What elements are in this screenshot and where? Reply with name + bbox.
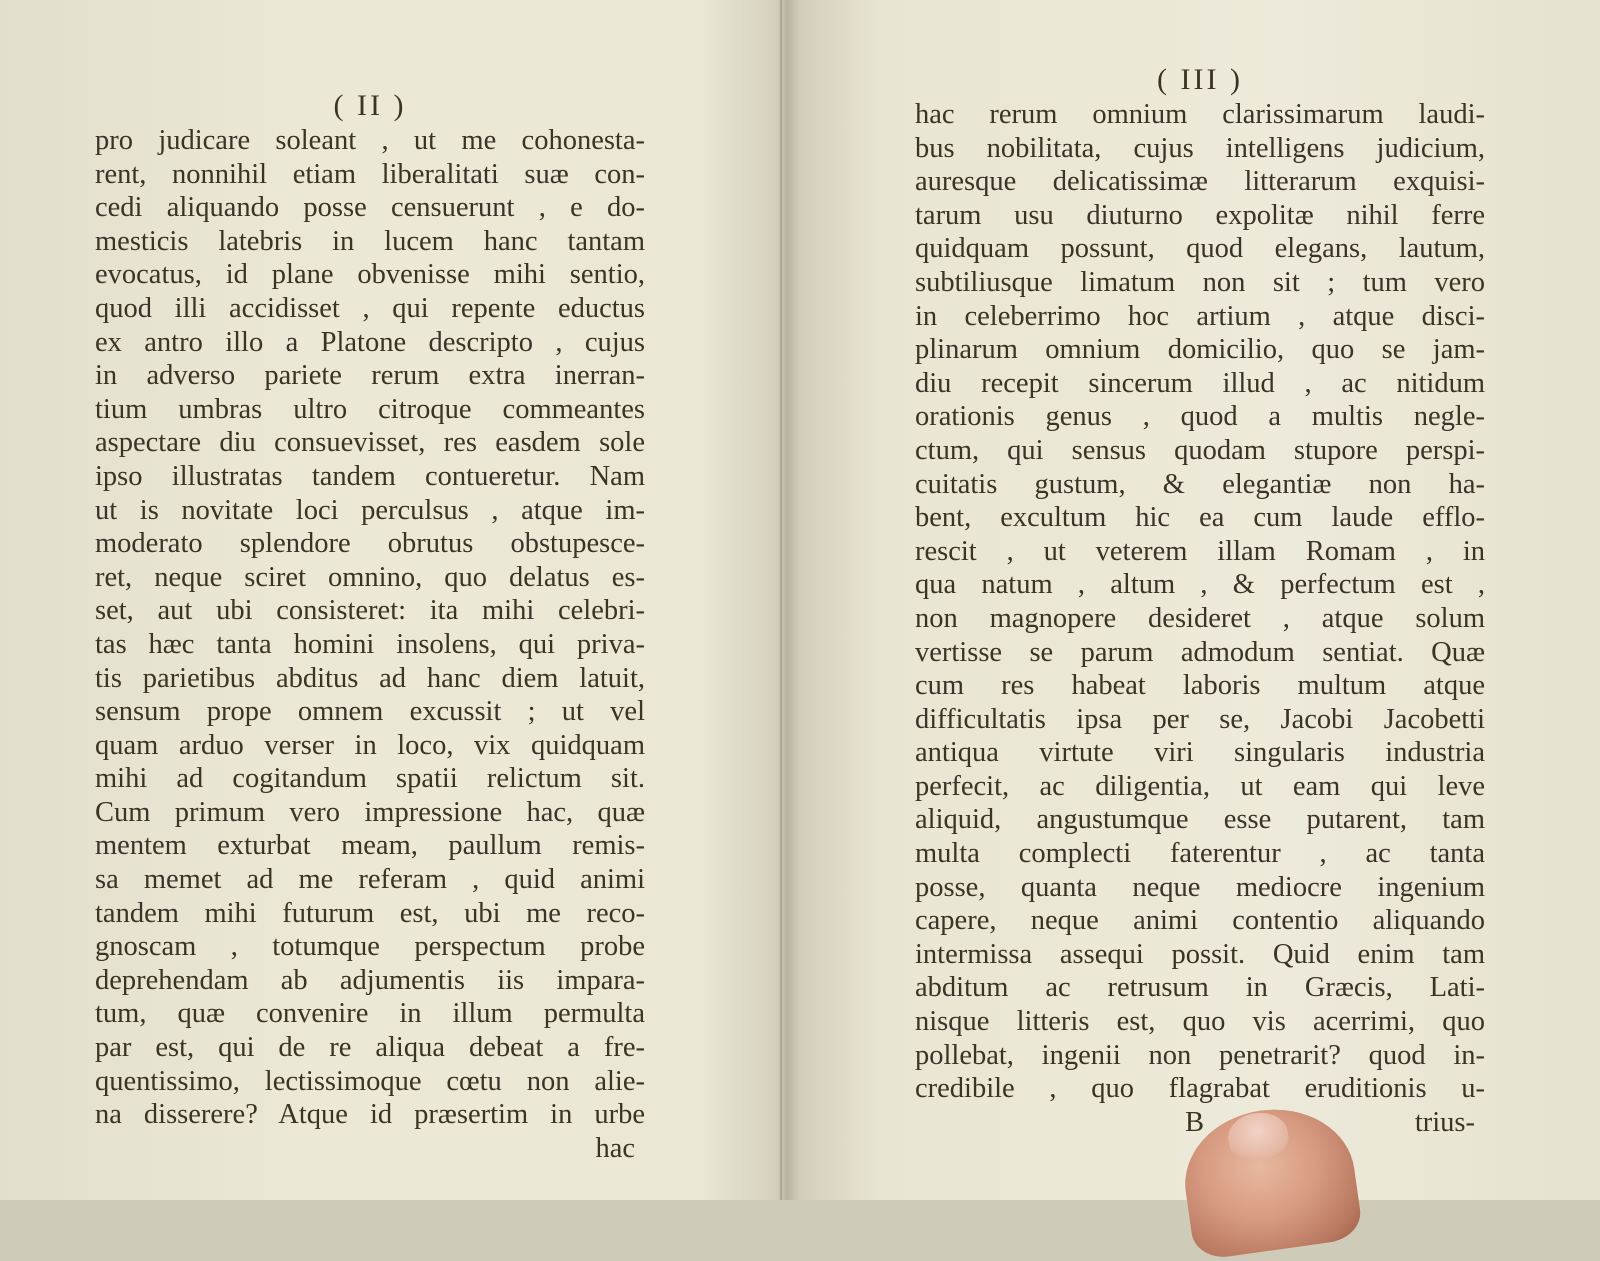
- text-line: ex antro illo a Platone descripto , cujus: [95, 326, 645, 358]
- text-line: tarum usu diuturno expolitæ nihil ferre: [915, 199, 1485, 231]
- text-line: gnoscam , totumque perspectum probe: [95, 931, 645, 963]
- text-line: sa memet ad me referam , quid animi: [95, 864, 645, 896]
- catchword-right-text: trius-: [1414, 1106, 1475, 1138]
- text-line: non magnopere desideret , atque solum: [915, 602, 1485, 634]
- book-gutter: [780, 0, 782, 1200]
- text-line: difficultatis ipsa per se, Jacobi Jacobetti: [915, 703, 1485, 735]
- text-line: posse, quanta neque mediocre ingenium: [915, 871, 1485, 903]
- text-line: tis parietibus abditus ad hanc diem latuit,: [95, 662, 645, 694]
- signature-mark: B: [1185, 1106, 1205, 1138]
- text-line: ret, neque sciret omnino, quo delatus es-: [95, 561, 645, 593]
- text-line: subtiliusque limatum non sit ; tum vero: [915, 266, 1485, 298]
- text-line: mentem exturbat meam, paullum remis-: [95, 830, 645, 862]
- text-line: capere, neque animi contentio aliquando: [915, 905, 1485, 937]
- text-line: multa complecti faterentur , ac tanta: [915, 838, 1485, 870]
- text-line: intermissa assequi possit. Quid enim tam: [915, 938, 1485, 970]
- text-line: tium umbras ultro citroque commeantes: [95, 393, 645, 425]
- text-line: deprehendam ab adjumentis iis impara-: [95, 964, 645, 996]
- text-line: evocatus, id plane obvenisse mihi sentio,: [95, 259, 645, 291]
- text-line: in adverso pariete rerum extra inerran-: [95, 360, 645, 392]
- right-page: [915, 62, 1485, 1139]
- text-line: diu recepit sincerum illud , ac nitidum: [915, 367, 1485, 399]
- catchword-right: [915, 1106, 1485, 1140]
- text-line: qua natum , altum , & perfectum est ,: [915, 569, 1485, 601]
- catchword-left: hac: [595, 1132, 635, 1164]
- text-line: par est, qui de re aliqua debeat a fre-: [95, 1032, 645, 1064]
- page-number-right: ( III ): [1157, 63, 1243, 96]
- text-line: pollebat, ingenii non penetrarit? quod in-: [915, 1039, 1485, 1071]
- text-line: rescit , ut veterem illam Romam , in: [915, 535, 1485, 567]
- text-line: mesticis latebris in lucem hanc tantam: [95, 225, 645, 257]
- text-line: tum, quæ convenire in illum permulta: [95, 998, 645, 1030]
- text-line: rent, nonnihil etiam liberalitati suæ con-: [95, 158, 645, 190]
- text-line: aliquid, angustumque esse putarent, tam: [915, 804, 1485, 836]
- text-line: orationis genus , quod a multis negle-: [915, 401, 1485, 433]
- text-line: ut is novitate loci perculsus , atque im-: [95, 494, 645, 526]
- text-line: vertisse se parum admodum sentiat. Quæ: [915, 636, 1485, 668]
- text-line: ctum, qui sensus quodam stupore perspi-: [915, 434, 1485, 466]
- text-line: quod illi accidisset , qui repente eductus: [95, 292, 645, 324]
- text-line: cuitatis gustum, & elegantiæ non ha-: [915, 468, 1485, 500]
- text-line: nisque litteris est, quo vis acerrimi, quo: [915, 1006, 1485, 1038]
- text-line: aspectare diu consuevisset, res easdem sole: [95, 427, 645, 459]
- text-line: na disserere? Atque id præsertim in urbe: [95, 1099, 645, 1131]
- text-line: tandem mihi futurum est, ubi me reco-: [95, 897, 645, 929]
- text-line: bent, excultum hic ea cum laude efflo-: [915, 502, 1485, 534]
- text-line: in celeberrimo hoc artium , atque disci-: [915, 300, 1485, 332]
- left-page-text: [95, 124, 645, 1132]
- text-line: quam arduo verser in loco, vix quidquam: [95, 729, 645, 761]
- text-line: perfecit, ac diligentia, ut eam qui leve: [915, 770, 1485, 802]
- text-line: bus nobilitata, cujus intelligens judicium,: [915, 132, 1485, 164]
- text-line: auresque delicatissimæ litterarum exquisi-: [915, 166, 1485, 198]
- text-line: antiqua virtute viri singularis industria: [915, 737, 1485, 769]
- text-line: moderato splendore obrutus obstupesce-: [95, 528, 645, 560]
- text-line: pro judicare soleant , ut me cohonesta-: [95, 125, 645, 156]
- text-line: cedi aliquando posse censuerunt , e do-: [95, 192, 645, 224]
- text-line: Cum primum vero impressione hac, quæ: [95, 796, 645, 828]
- text-line: plinarum omnium domicilio, quo se jam-: [915, 334, 1485, 366]
- text-line: hac rerum omnium clarissimarum laudi-: [915, 99, 1485, 130]
- text-line: ipso illustratas tandem contueretur. Nam: [95, 460, 645, 492]
- page-number-left: ( II ): [333, 89, 407, 122]
- text-line: quidquam possunt, quod elegans, lautum,: [915, 233, 1485, 265]
- right-page-text: [915, 98, 1485, 1106]
- text-line: mihi ad cogitandum spatii relictum sit.: [95, 763, 645, 795]
- text-line: abditum ac retrusum in Græcis, Lati-: [915, 972, 1485, 1004]
- text-line: sensum prope omnem excussit ; ut vel: [95, 696, 645, 728]
- text-line: tas hæc tanta homini insolens, qui priva-: [95, 628, 645, 660]
- text-line: set, aut ubi consisteret: ita mihi celebri-: [95, 595, 645, 627]
- left-page: [95, 88, 645, 1165]
- text-line: quentissimo, lectissimoque cœtu non alie-: [95, 1065, 645, 1097]
- text-line: cum res habeat laboris multum atque: [915, 670, 1485, 702]
- text-line: credibile , quo flagrabat eruditionis u-: [915, 1073, 1485, 1105]
